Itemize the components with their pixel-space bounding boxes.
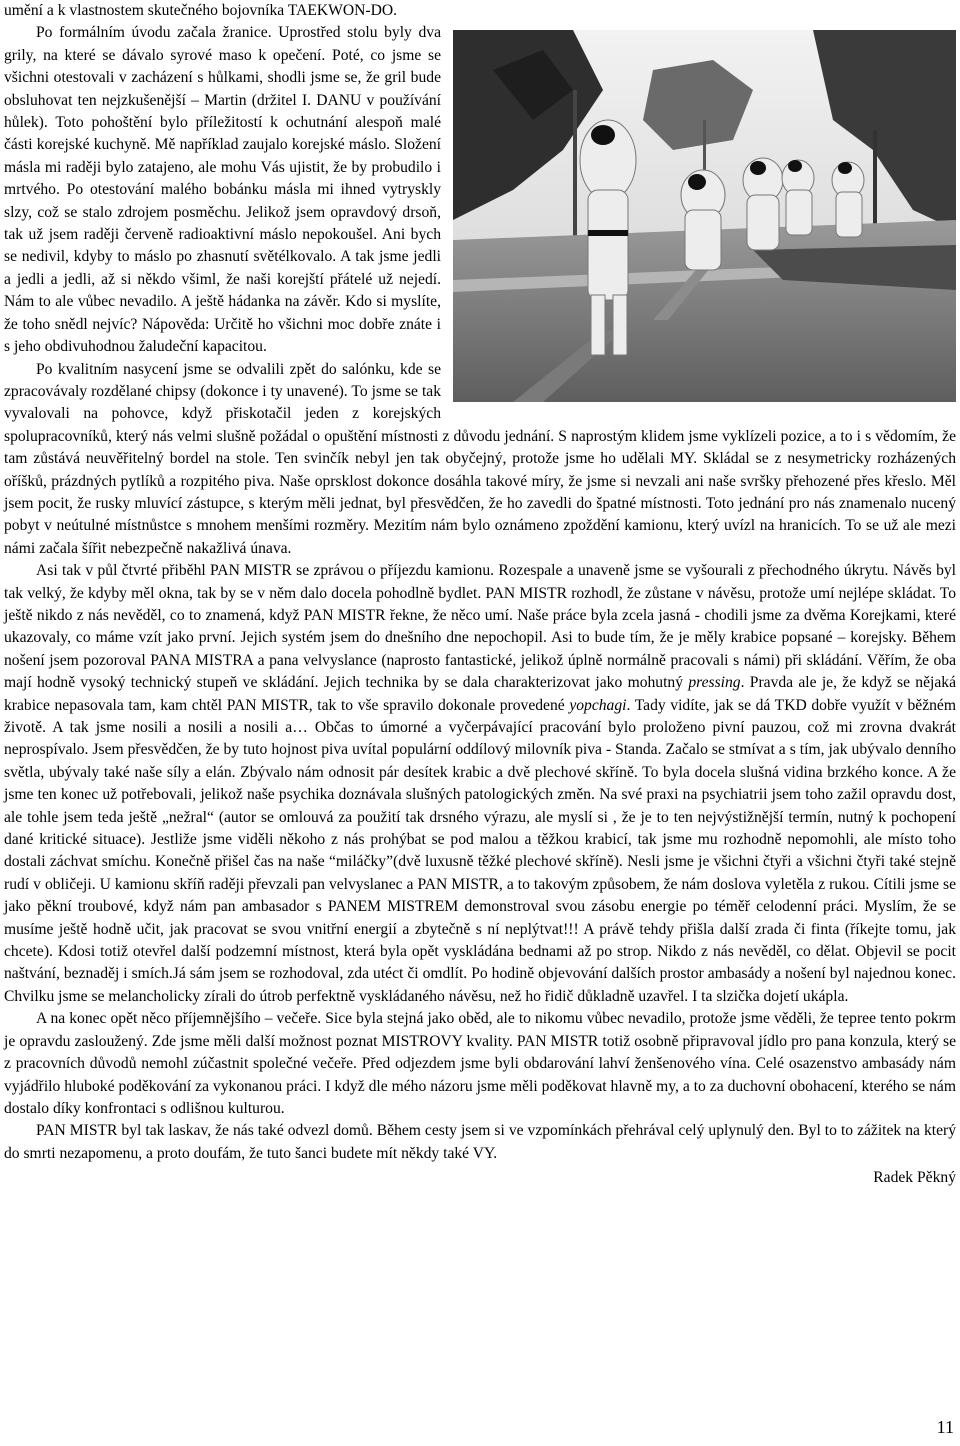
- paragraph-dinner: A na konec opět něco příjemnějšího – večeře. Sice byla stejná jako oběd, ale to nikomu vůbec nevadilo, protože jsme věděli, že tepree tento pokrm je opravdu zasloužený. Zde jsme měli další možnost poznat MISTROVY kvality. PAN MISTR totiž osobně připravoval jídlo pro pana konzula, který se z pracovních důvodů nemohl zúčastnit společné večeře. Před odjezdem jsme byli obdarování lahví ženšenového vína. Celé osazenstvo ambasády nám vyjádřilo hluboké poděkování za vykonanou práci. I když dle mého názoru jsme měli poděkovat hlavně my, a to za duchovní obohacení, kterého se nám dostalo díky konfrontaci s odlišnou kulturou.: [4, 1010, 956, 1117]
- paragraph-truck: [4, 560, 956, 1008]
- paragraph-truck-part-c: . Tady vidíte, jak se dá TKD dobře využít v běžném životě. A tak jsme nosili a nosili a nosili a… Občas to úmorné a vyčerpávající pracování bylo proloženo pivní pauzou, což mi zrovna dvakrát neprospívalo. Jsem přesvědčen, že by tuto hojnost piva uvítal populární oddílový milovník piva - Standa. Začalo se stmívat a s tím, jak ubývalo denního světla, ubývaly také naše síly a elán. Zbývalo nám odnosit pár desítek krabic a dvě plechové skříně. To byla docela slušná vidina brzkého konce. A že jsme ten konec už potřebovali, jelikož naše psychika doznávala slušných patologických změn. Na své praxi na psychiatrii jsem toho zažil opravdu dost, ale tohle jsem teda ještě „nežral“ (autor se omlouvá za použití tak drsného výrazu, ale myslí si , že je to ten nejvýstižnější termín, nutný k pochopení dané kritické situace). Jestliže jsme viděli někoho z nás prohýbat se pod malou a těžkou krabicí, tak jsme mu rozhodně nepomohli, ale místo toho dostali záchvat smíchu. Konečně přišel čas na naše “miláčky”(dvě luxusně těžké plechové skříně). Nesli jsme je všichni čtyři a všichni čtyři také stejně rudí v obličeji. U kamionu skříň raději převzali pan velvyslanec a PAN MISTR, a to takovým způsobem, že nám doslova vyletěla z rukou. Cítili jsme se jako pěkní troubové, když nám pan ambasador s PANEM MISTREM demonstroval svou zásobu energie po téměř celodenní práci. Myslím, že se musíme ještě hodně učit, jak pracovat se svou vnitřní energií a zbytečně s ní neplýtvat!!! A právě tehdy přišla další zrada či finta (říkejte tomu, jak chcete). Kdosi totiž otevřel další podzemní místnost, která byla opět vyskládána bednami až po strop. Nikdo z nás nevěděl, co dělat. Objevil se pocit naštvání, beznaděj i smích.Já sám jsem se rozhodoval, zda utéct či omdlít. Po hodině objevování dalších prostor ambasády a nošení byl najednou konec. Chvilku jsme se melancholicky zírali do útrob perfektně vyskládaného návěsu, než ho řidič důkladně uzavřel. I ta slzička dojetí ukápla.: [4, 696, 956, 1005]
- page-number: 11: [936, 1416, 954, 1437]
- term-pressing: pressing: [688, 674, 741, 692]
- author-signature: Radek Pěkný: [873, 1169, 956, 1187]
- paragraph-salon: Po kvalitním nasycení jsme se odvalili zpět do salónku, kde se zpracovávaly rozdělané chipsy (dokonce i ty unavené). To jsme se tak vyvalovali na pohovce, když přiskotačil jeden z korejských spolupracovníků, který nás velmi slušně požádal o opuštění místnosti z důvodu jednání. S naprostým klidem jsme vyklízeli pozice, a to i s vědomím, že tam zůstává neuvěřitelný bordel na stole. Ten svinčík nebyl jen tak obyčejný, protože jsme ho udělali MY. Skládal se z nesymetricky rozházených oříšků, prázdných pytlíků a rozpitého piva. Naše oprsklost dokonce dosáhla takové míry, že jsme si nevzali ani naše svršky přehozené přes křeslo. Měl jsem pocit, že rusky mluvící zástupce, s kterým měli jednat, byl přesvědčen, že ho zavedli do špatné místnosti. Toto jednání pro nás znamenalo nucený pobyt v neútulné místnůstce s mnohem menšími rozměry. Mezitím nám bylo oznámeno zpoždění kamionu, který uvízl na hranicích. To se už ale mezi námi začala šířit nebezpečně nakažlivá únava.: [4, 360, 956, 557]
- paragraph-truck-part-b: . Pravda ale je, že když se nějaká krabice nepasovala tam, kam chtěl PAN MISTR, tak to vše spravilo dokonale provedené: [4, 674, 956, 714]
- paragraph-ride-home: PAN MISTR byl tak laskav, že nás také odvezl domů. Během cesty jsem si ve vzpomínkách přehrával celý uplynulý den. Byl to to zážitek na který do smrti nezapomenu, a proto doufám, že tuto šanci budete mít někdy také VY.: [4, 1122, 956, 1162]
- taekwondo-students-sweeping-photo: [453, 30, 956, 402]
- term-yopchagi: yopchagi: [569, 696, 627, 714]
- paragraph-feast: Po formálním úvodu začala žranice. Uprostřed stolu byly dva grily, na které se dávalo syrové maso k opečení. Poté, co jsme se všichni otestovali v zacházení s hůlkami, shodli jsme se, že gril bude obsluhovat ten nejzkušenější – Martin (držitel I. DANU v používání hůlek). Toto pohoštění bylo příležitostí k ochutnání alespoň malé části korejské kuchyně. Mě například zaujalo korejské máslo. Složení másla mi raději bylo zatajeno, ale mohu Vás ujistit, že by probudilo i mrtvého. Po otestování malého bobánku másla mi ihned vytryskly slzy, což se stalo zdrojem posměchu. Jelikož jsem opravdový drsoň, tak už jsem raději červeně radioaktivní máslo nepokoušel. Ani bych se nedivil, kdyby to máslo po zhasnutí světélkovalo. A tak jsme jedli a jedli a jedli, až si někdo všiml, že naši korejští přátelé už nejedí. Nám to ale vůbec nevadilo. A ještě hádanka na závěr. Kdo si myslíte, že toho snědl nejvíc? Nápověda: Určitě ho všichni moc dobře znáte i s jeho obdivuhodnou žaludeční kapacitou.: [4, 24, 441, 356]
- intro-line: umění a k vlastnostem skutečného bojovníka TAEKWON-DO.: [4, 2, 397, 19]
- paragraph-truck-part-a: Asi tak v půl čtvrté přiběhl PAN MISTR se zprávou o příjezdu kamionu. Rozespale a unaveně jsme se vyšourali z přechodného úkrytu. Návěs byl tak velký, že kdyby měl okna, tak by se v něm dalo docela pohodlně bydlet. PAN MISTR rozhodl, že zůstane v návěsu, protože umí nejlépe skládat. To ještě nikdo z nás nevěděl, co to znamená, když PAN MISTR řekne, že něco umí. Naše práce byla zcela jasná - chodili jsme za dvěma Korejkami, které ukazovaly, co máme vzít jako první. Jejich systém jsem do dnešního dne nepochopil. Asi to bude tím, že je měly krabice popsané – korejsky. Během nošení jsem pozoroval PANA MISTRA a pana velvyslance (naprosto fantastické, jelikož úplně normálně pracovali s námi) při skládání. Věřím, že oba mají hodně vysoký technický stupeň ve skládání. Jejich technika by se dala charakterizovat jako mohutný: [4, 562, 956, 692]
